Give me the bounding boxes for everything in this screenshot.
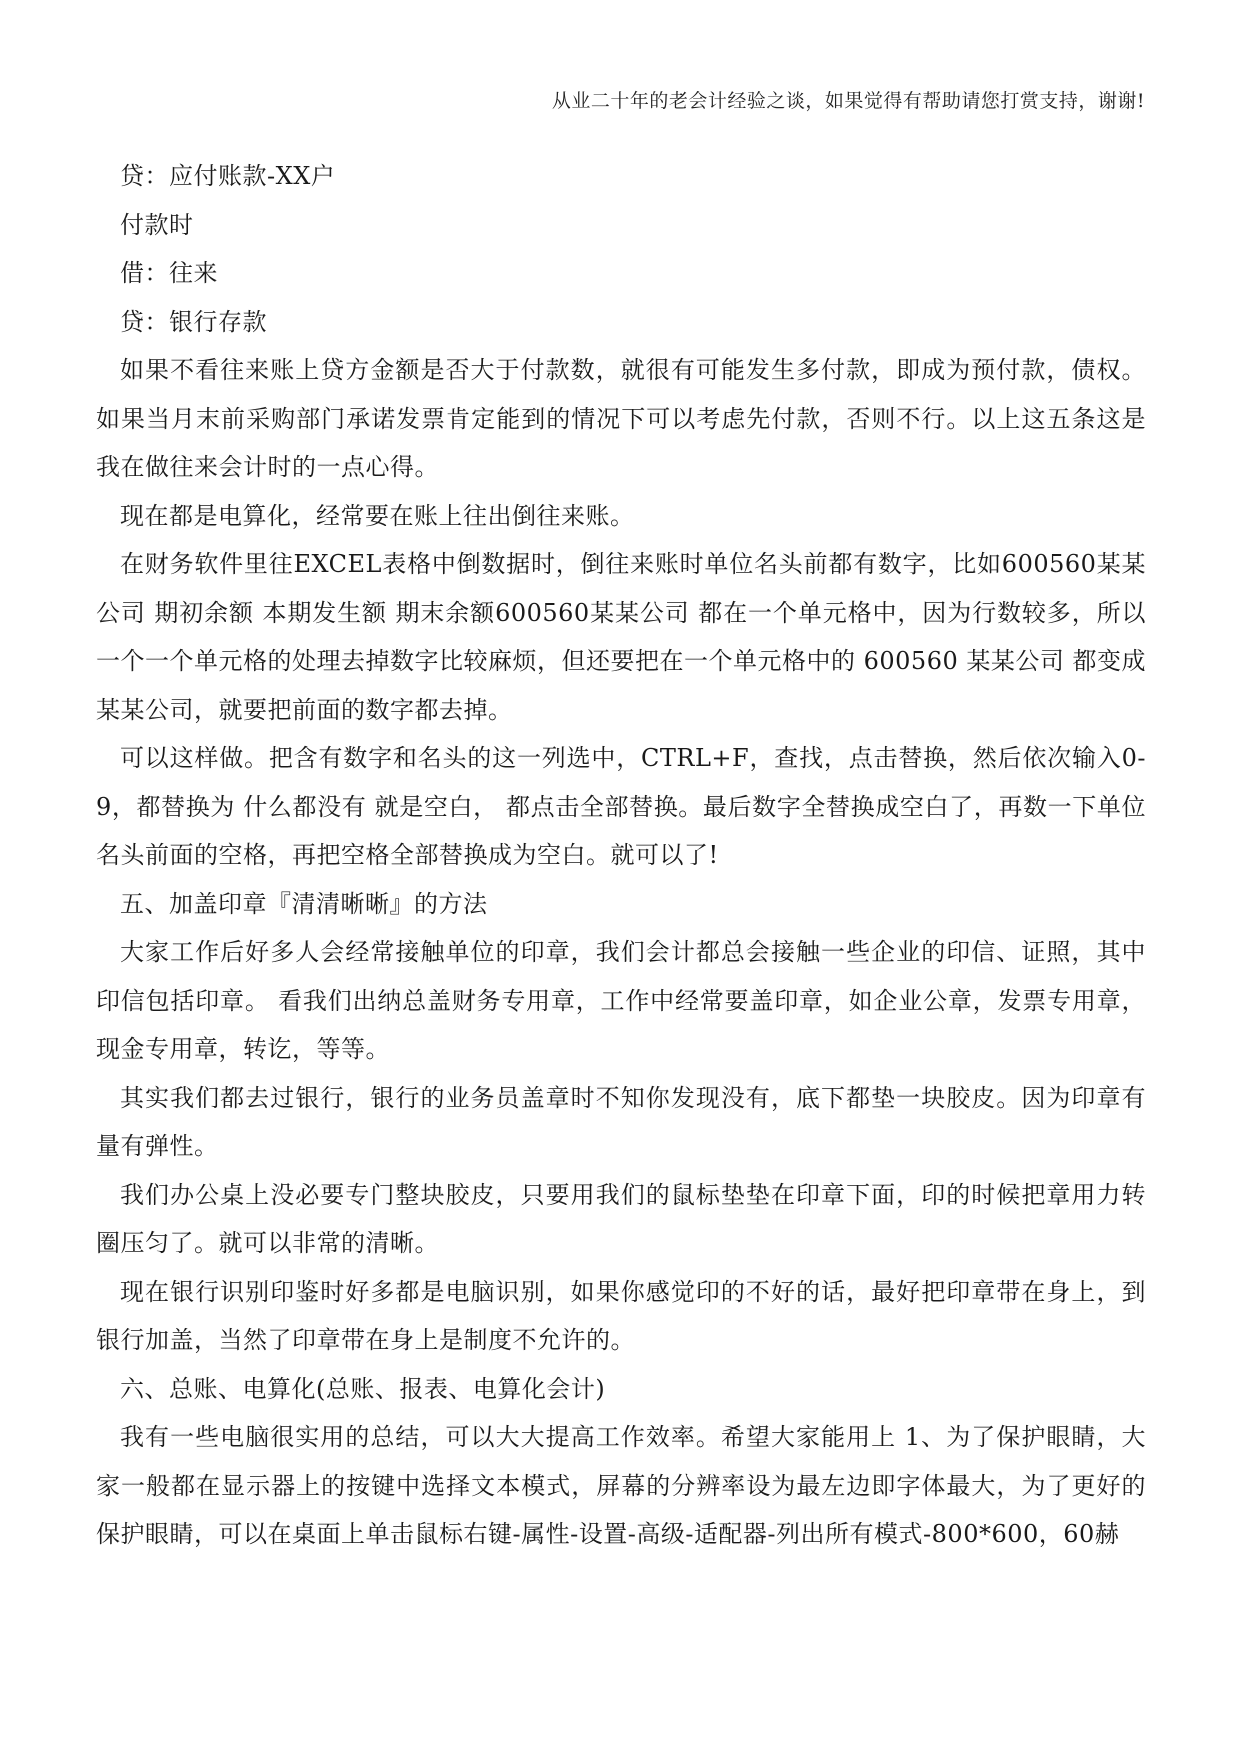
paragraph: 其实我们都去过银行，银行的业务员盖章时不知你发现没有，底下都垫一块胶皮。因为印章有量有弹性。 [96, 1083, 1146, 1160]
paragraph: 付款时 [120, 210, 194, 239]
paragraph: 贷：银行存款 [120, 307, 267, 336]
paragraph: 大家工作后好多人会经常接触单位的印章，我们会计都总会接触一些企业的印信、证照，其中印信包括印章。 看我们出纳总盖财务专用章，工作中经常要盖印章，如企业公章，发票专用章，现金专用章，转讫，等等。 [96, 938, 1146, 1063]
paragraph: 如果不看往来账上贷方金额是否大于付款数，就很有可能发生多付款，即成为预付款，债权。如果当月末前采购部门承诺发票肯定能到的情况下可以考虑先付款，否则不行。以上这五条这是我在做往来会计时的一点心得。 [96, 356, 1146, 481]
paragraph: 在财务软件里往EXCEL表格中倒数据时，倒往来账时单位名头前都有数字，比如600560某某公司 期初余额 本期发生额 期末余额600560某某公司 都在一个单元格中，因为行数较多，所以一个一个单元格的处理去掉数字比较麻烦，但还要把在一个单元格中的 600560 某某公司 都变成某某公司，就要把前面的数字都去掉。 [96, 550, 1147, 724]
header-note: 从业二十年的老会计经验之谈，如果觉得有帮助请您打赏支持，谢谢! [551, 90, 1145, 112]
section-heading: 六、总账、电算化(总账、报表、电算化会计) [120, 1374, 606, 1403]
paragraph: 借：往来 [120, 259, 218, 287]
paragraph: 现在都是电算化，经常要在账上往出倒往来账。 [120, 501, 635, 530]
section-heading: 五、加盖印章『清清晰晰』的方法 [120, 889, 488, 918]
paragraph: 贷：应付账款-XX户 [120, 162, 336, 190]
paragraph: 现在银行识别印鉴时好多都是电脑识别，如果你感觉印的不好的话，最好把印章带在身上，到银行加盖，当然了印章带在身上是制度不允许的。 [96, 1277, 1146, 1354]
paragraph: 我们办公桌上没必要专门整块胶皮，只要用我们的鼠标垫垫在印章下面，印的时候把章用力转圈压匀了。就可以非常的清晰。 [96, 1180, 1146, 1257]
paragraph: 我有一些电脑很实用的总结，可以大大提高工作效率。希望大家能用上 1、为了保护眼睛，大家一般都在显示器上的按键中选择文本模式，屏幕的分辨率设为最左边即字体最大，为了更好的保护眼睛，可以在桌面上单击鼠标右键-属性-设置-高级-适配器-列出所有模式-800*600，60赫 [96, 1423, 1146, 1548]
document-body [96, 152, 1146, 1559]
paragraph: 可以这样做。把含有数字和名头的这一列选中，CTRL+F，查找，点击替换，然后依次输入0-9，都替换为 什么都没有 就是空白， 都点击全部替换。最后数字全替换成空白了，再数一下单位名头前面的空格，再把空格全部替换成为空白。就可以了! [96, 744, 1146, 869]
